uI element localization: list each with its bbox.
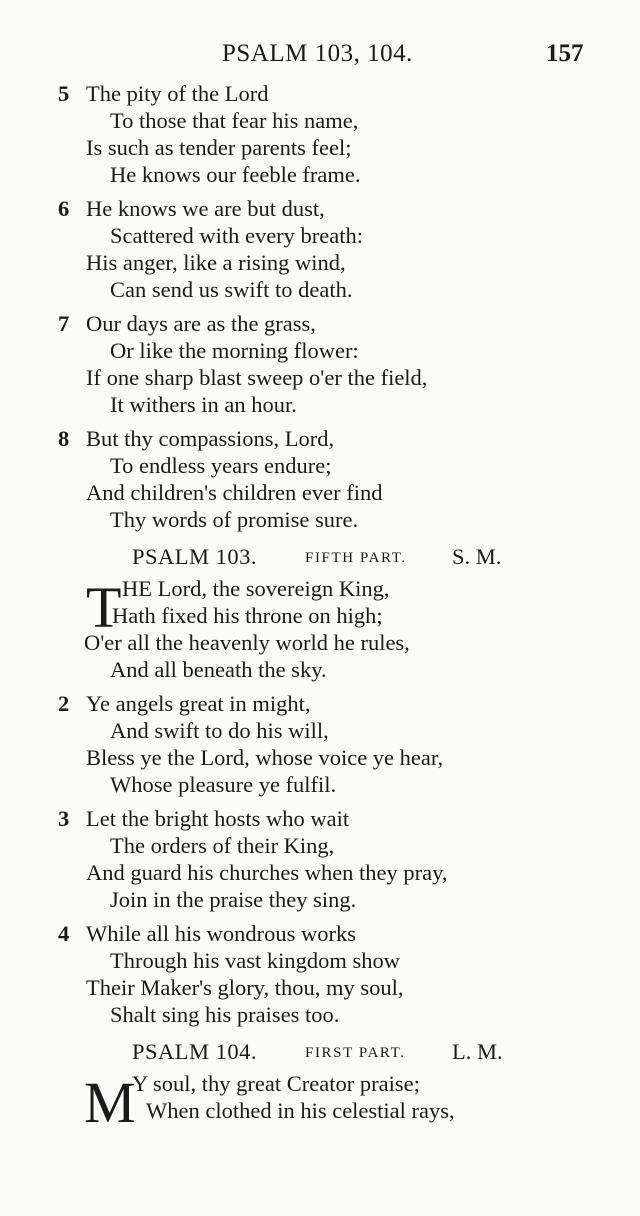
verse-line [0,107,640,134]
verse-line-text: Hath fixed his throne on high; [112,603,383,628]
verse-line [0,1097,640,1124]
stanza-number: 4 [58,921,70,946]
verse-line [0,920,640,947]
part-label: FIFTH PART. [305,550,407,566]
verse-line [0,276,640,303]
verse-line [0,364,640,391]
stanza [0,425,640,533]
stanza [0,920,640,1028]
stanza-number: 5 [58,81,70,106]
page-number: 157 [546,40,584,67]
verse-line-text: And all beneath the sky. [110,657,327,682]
verse-line-text: Ye angels great in might, [86,691,311,716]
page-content [0,80,640,1135]
verse-line-text: He knows we are but dust, [86,196,325,221]
verse-line-text: Or like the morning flower: [110,338,359,363]
verse-line-text: He knows our feeble frame. [110,162,361,187]
verse-line [0,717,640,744]
verse-line [0,161,640,188]
stanza-number: 6 [58,196,70,221]
verse-line [0,337,640,364]
verse-line [0,771,640,798]
verse-line-text: Scattered with every breath: [110,223,364,248]
verse-line-text: O'er all the heavenly world he rules, [84,630,410,655]
stanza-dropcap-c [0,1070,640,1135]
verse-line-text: Is such as tender parents feel; [86,135,352,160]
verse-line-text: To endless years endure; [110,453,332,478]
running-head: PSALM 103, 104. [222,40,413,67]
verse-line [0,805,640,832]
stanza-number: 8 [58,426,70,451]
verse-line-text: The pity of the Lord [86,81,269,106]
verse-line-text: The orders of their King, [110,833,335,858]
verse-line [0,222,640,249]
page-header [0,40,640,74]
verse-line-text: While all his wondrous works [86,921,356,946]
psalm-number: PSALM 103. [132,544,258,569]
verse-line-text: His anger, like a rising wind, [86,250,346,275]
verse-line [0,195,640,222]
verse-line [0,575,640,602]
verse-line [0,656,640,683]
verse-line-text: Let the bright hosts who wait [86,806,350,831]
verse-line [0,452,640,479]
verse-line [0,886,640,913]
part-label: FIRST PART. [305,1045,406,1061]
verse-line-text: Their Maker's glory, thou, my soul, [86,975,404,1000]
stanza [0,805,640,913]
verse-line-text: Shalt sing his praises too. [110,1002,340,1027]
drop-cap: M [84,1070,136,1135]
verse-line [0,602,640,629]
verse-line [0,134,640,161]
verse-line-text: It withers in an hour. [110,392,297,417]
verse-line [0,425,640,452]
stanza-group-psalm-103-fifth [0,690,640,1028]
verse-line [0,1070,640,1097]
stanza-group-psalm-103-cont [0,80,640,533]
verse-line-text: If one sharp blast sweep o'er the field, [86,365,428,390]
verse-line-text: HE Lord, the sovereign King, [122,576,390,601]
verse-line-text: But thy compassions, Lord, [86,426,335,451]
verse-line-text: Thy words of promise sure. [110,507,359,532]
stanza [0,80,640,188]
hymn-title-psalm-103-fifth-part [0,540,640,573]
stanza-number: 2 [58,691,70,716]
verse-line [0,974,640,1001]
verse-line-text: Our days are as the grass, [86,311,316,336]
verse-line-text: And swift to do his will, [110,718,329,743]
verse-line-text: Bless ye the Lord, whose voice ye hear, [86,745,444,770]
verse-line-text: Can send us swift to death. [110,277,353,302]
verse-line [0,391,640,418]
verse-line [0,1001,640,1028]
verse-line-text: Whose pleasure ye fulfil. [110,772,337,797]
verse-line-text: Through his vast kingdom show [110,948,400,973]
verse-line [0,80,640,107]
stanza [0,310,640,418]
verse-line [0,479,640,506]
hymn-title-psalm-104-first-part [0,1035,640,1068]
stanza [0,195,640,303]
verse-line [0,690,640,717]
stanza-number: 3 [58,806,70,831]
drop-cap: T [86,575,122,640]
verse-line [0,310,640,337]
verse-line [0,506,640,533]
psalm-number: PSALM 104. [132,1039,258,1064]
verse-line-text: Y soul, thy great Creator praise; [132,1071,420,1096]
stanza-number: 7 [58,311,70,336]
verse-line-text: To those that fear his name, [110,108,359,133]
stanza [0,690,640,798]
stanza-dropcap-b [0,575,640,683]
verse-line-text: Join in the praise they sing. [110,887,357,912]
meter-label: S. M. [452,544,502,569]
meter-label: L. M. [452,1039,503,1064]
verse-line-text: And guard his churches when they pray, [86,860,448,885]
verse-line [0,744,640,771]
verse-line [0,859,640,886]
verse-line [0,249,640,276]
verse-line-text: When clothed in his celestial rays, [146,1098,455,1123]
verse-line [0,947,640,974]
verse-line [0,629,640,656]
verse-line [0,832,640,859]
verse-line-text: And children's children ever find [86,480,383,505]
